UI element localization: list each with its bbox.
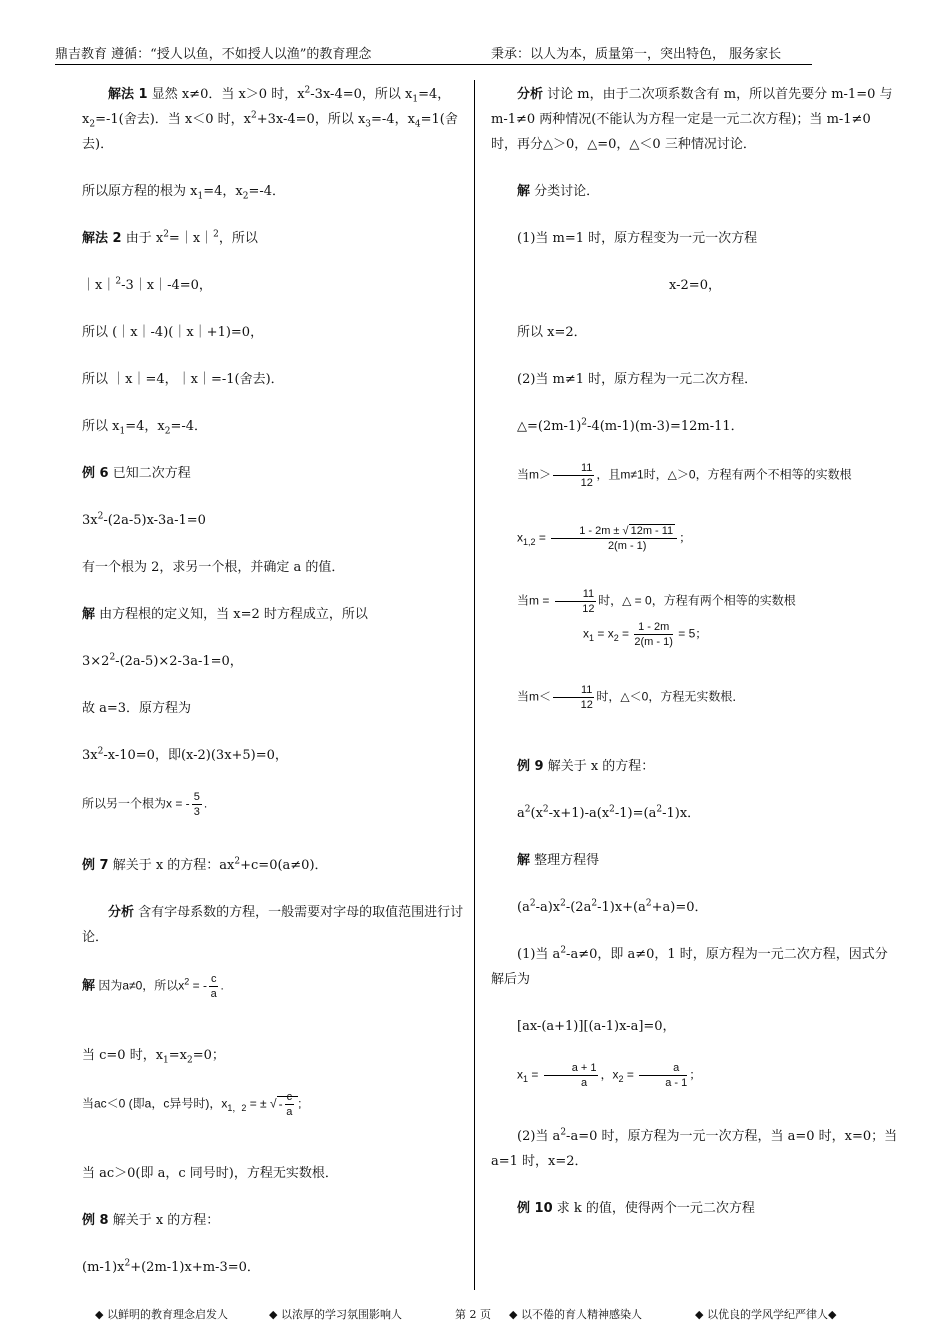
equation-line: 所以 ｜x｜=4，｜x｜=-1(舍去)．	[82, 372, 284, 387]
example-9-solution: 解 整理方程得	[517, 853, 600, 868]
case-1: (1)当 m=1 时，原方程变为一元一次方程	[517, 231, 758, 246]
equation-line: $a^2(x^2-x+1)-a(x^2-1)=(a^2-1)x$．	[517, 804, 701, 821]
equation-line: 所以 $x_1=4$，$x_2=-4$．	[82, 419, 207, 437]
header-left: 鼎吉教育 遵循：“授人以鱼，不如授人以渔”的教育理念	[55, 47, 372, 62]
page-header	[55, 40, 812, 65]
example-8-solution: 解 分类讨论．	[517, 184, 600, 199]
left-column	[82, 82, 467, 1302]
example-10-title: 例 10 求 k 的值，使得两个一元二次方程	[517, 1201, 755, 1216]
example-9-case-1: (1)当 $a^2-a\ne 0$，即 a≠0，1 时，原方程为一元二次方程，因式分解后为	[491, 945, 888, 987]
footer-motto-2: ◆ 以浓厚的学习氛围影响人	[269, 1308, 402, 1321]
equation-line: 所以 (｜x｜-4)(｜x｜+1)=0，	[82, 325, 264, 340]
example-7-analysis: 分析 含有字母系数的方程，一般需要对字母的取值范围进行讨论．	[82, 905, 464, 945]
footer-motto-4: ◆ 以优良的学风学纪严律人◆	[695, 1308, 837, 1321]
example-7-solution: 解 因为a≠0，所以$x^2$ = - $\frac{c}{a}$ .	[82, 973, 224, 1000]
roots-line: 所以原方程的根为 $x_1=4$，$x_2=-4$．	[82, 184, 285, 202]
example-9-title: 例 9 解关于 x 的方程：	[517, 759, 655, 774]
footer-motto-3: ◆ 以不倦的育人精神感染人	[509, 1308, 642, 1321]
equal-case: 当m = $\frac{11}{12}$ 时，△ = 0，方程有两个相等的实数根	[517, 588, 796, 615]
equation-line: $(a^2-a)x^2-(2a^2-1)x+(a^2+a)=0$．	[517, 898, 708, 915]
case-2: (2)当 m≠1 时，原方程为一元二次方程．	[517, 372, 758, 387]
delta-line: $\triangle=(2m-1)^2-4(m-1)(m-3)=12m-11$．	[517, 417, 744, 434]
example-7-title: 例 7 解关于 x 的方程：$ax^2+c=0(a\ne 0)$．	[82, 856, 328, 873]
equation-line: $3x^2-(2a-5)x-3a-1=0$	[82, 511, 206, 528]
header-right: 秉承：以人为本，质量第一，突出特色， 服务家长	[491, 47, 782, 62]
example-6-solution: 解 由方程根的定义知，当 x=2 时方程成立，所以	[82, 607, 368, 622]
greater-case: 当m＞ $\frac{11}{12}$ ，且m≠1时，△＞0，方程有两个不相等的实数根	[517, 462, 852, 489]
example-6-title: 例 6 已知二次方程	[82, 466, 191, 481]
solution-1: 解法 1 显然 x≠0．当 x＞0 时，$x^2-3x-4=0$，所以 $x_1=4$，$x_2=-1$(舍去)．当 x＜0 时，$x^2+3x-4=0$，所以 $x_3=-4$，$x_4=1$(舍去)．	[82, 85, 458, 152]
page-number: 第 2 页	[455, 1308, 491, 1321]
negative-case-line: 当ac＜0 (即a，c异号时)，$x_{1,2}$ = ± √ - $\frac{c}{a}$ ;	[82, 1091, 302, 1118]
text-line: 当 ac＞0(即 a，c 同号时)，方程无实数根．	[82, 1166, 338, 1181]
column-divider	[474, 80, 475, 1290]
equation-line: x-2=0，	[669, 278, 721, 293]
other-root-line: 所以另一个根为x = - $\frac{5}{3}$ .	[82, 791, 208, 818]
less-case: 当m＜ $\frac{11}{12}$ 时，△＜0，方程无实数根．	[517, 684, 745, 711]
equation-line: [ax-(a+1)][(a-1)x-a]=0，	[517, 1019, 676, 1034]
example-9-case-2: (2)当 $a^2-a=0$ 时，原方程为一元一次方程，当 a=0 时，x=0；当 a=1 时，x=2．	[491, 1127, 898, 1169]
equation-line: $3x^2-x-10=0$，即(x-2)(3x+5)=0，	[82, 746, 288, 763]
example-6-question: 有一个根为 2，求另一个根，并确定 a 的值．	[82, 560, 345, 575]
equation-line: ｜x｜$^2$-3｜x｜-4=0，	[82, 276, 212, 293]
equation-line: $(m-1)x^2+(2m-1)x+m-3=0$．	[82, 1258, 260, 1275]
equal-roots: $x_1 = x_2$ = $\frac{1 - 2m}{2(m - 1)}$ = 5；	[583, 621, 708, 648]
text-line: 故 a=3．原方程为	[82, 701, 192, 716]
example-9-roots: $x_1$ = $\frac{a + 1}{a}$ ，$x_2$ = $\frac{a}{a - 1}$ ；	[517, 1062, 702, 1089]
footer-motto-1: ◆ 以鲜明的教育理念启发人	[95, 1308, 228, 1321]
equation-line: $3\times 2^2-(2a-5)\times 2-3a-1=0$，	[82, 652, 243, 669]
equation-line: 当 c=0 时，$x_1=x_2=0$；	[82, 1048, 225, 1066]
text-line: 所以 x=2．	[517, 325, 587, 340]
root-formula: $x_{1,2}$ = $\frac{1 - 2m \pm √ 12m - 11}{2(m - 1)}$ ；	[517, 525, 692, 552]
example-8-analysis: 分析 讨论 m，由于二次项系数含有 m，所以首先要分 m-1=0 与 m-1≠0 两种情况(不能认为方程一定是一元二次方程)；当 m-1≠0 时，再分△＞0，△=0，△＜0 三种情况讨论．	[491, 87, 893, 152]
example-8-title: 例 8 解关于 x 的方程：	[82, 1213, 220, 1228]
right-column	[491, 82, 899, 1243]
solution-2: 解法 2 由于 $x^2=|x|^2$，所以	[82, 229, 258, 246]
